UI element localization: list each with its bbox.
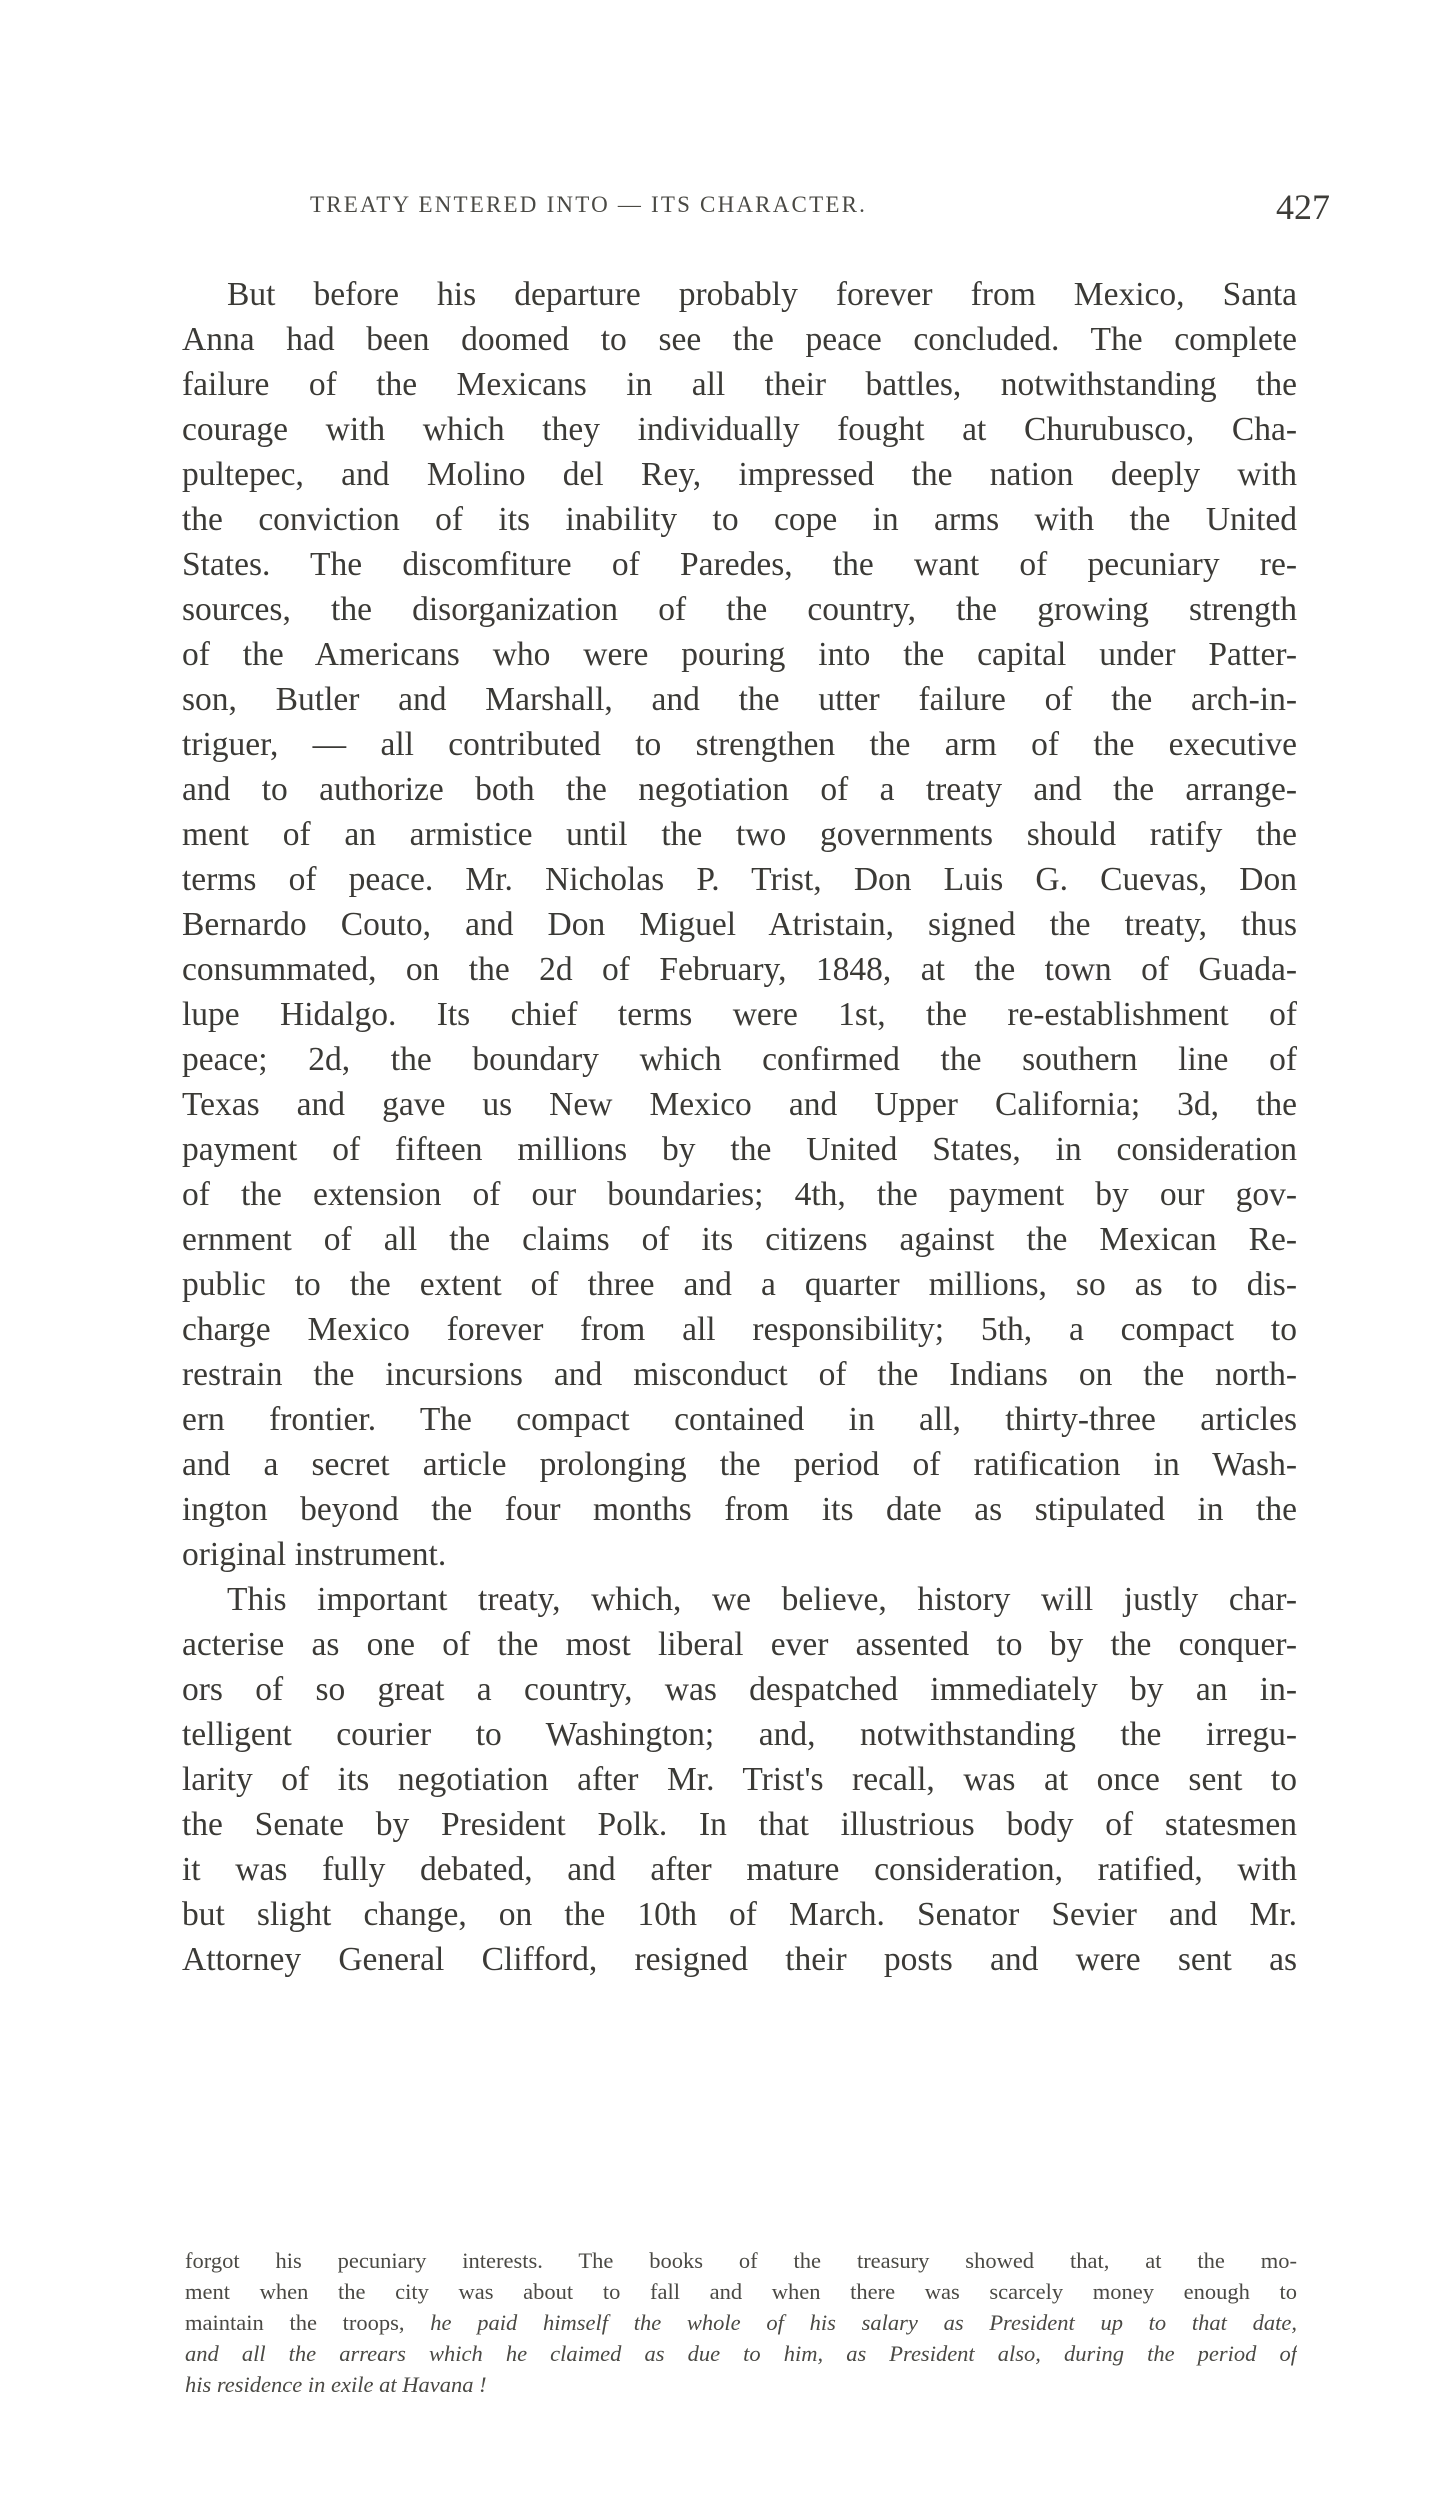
running-header — [310, 186, 1330, 230]
text-line: and to authorize both the negotiation of a treaty and the arrange- — [182, 771, 1297, 808]
footnote-line — [185, 2307, 1297, 2338]
text-line: restrain the incursions and misconduct of the Indians on the north- — [182, 1356, 1297, 1393]
footnote-italic-text: and all the arrears which he claimed as due to him, as President also, during the period of — [185, 2341, 1297, 2366]
footnote — [185, 2245, 1297, 2400]
text-line: acterise as one of the most liberal ever assented to by the conquer- — [182, 1626, 1297, 1663]
page-number: 427 — [1276, 187, 1330, 227]
footnote-line — [185, 2369, 1297, 2400]
text-line: Attorney General Clifford, resigned their posts and were sent as — [182, 1941, 1297, 1978]
text-line: Anna had been doomed to see the peace concluded. The complete — [182, 321, 1297, 358]
text-line: the Senate by President Polk. In that illustrious body of statesmen — [182, 1806, 1297, 1843]
text-line: telligent courier to Washington; and, notwithstanding the irregu- — [182, 1716, 1297, 1753]
text-line: ors of so great a country, was despatched immediately by an in- — [182, 1671, 1297, 1708]
text-line: sources, the disorganization of the country, the growing strength — [182, 591, 1297, 628]
text-line: larity of its negotiation after Mr. Trist's recall, was at once sent to — [182, 1761, 1297, 1798]
text-line: ern frontier. The compact contained in all, thirty-three articles — [182, 1401, 1297, 1438]
footnote-text: maintain the troops, — [185, 2310, 431, 2335]
footnote-line — [185, 2338, 1297, 2369]
footnote-italic-text: he paid himself the whole of his salary as President up to that date, — [430, 2310, 1297, 2335]
text-line: triguer, — all contributed to strengthen the arm of the executive — [182, 726, 1297, 763]
running-head-title: TREATY ENTERED INTO — ITS CHARACTER. — [310, 192, 868, 217]
text-line: son, Butler and Marshall, and the utter failure of the arch-in- — [182, 681, 1297, 718]
text-line: and a secret article prolonging the period of ratification in Wash- — [182, 1446, 1297, 1483]
text-line: charge Mexico forever from all responsibility; 5th, a compact to — [182, 1311, 1297, 1348]
text-line: pultepec, and Molino del Rey, impressed the nation deeply with — [182, 456, 1297, 493]
text-line: But before his departure probably forever from Mexico, Santa — [227, 276, 1297, 313]
text-line: ment of an armistice until the two governments should ratify the — [182, 816, 1297, 853]
text-line: consummated, on the 2d of February, 1848, at the town of Guada- — [182, 951, 1297, 988]
text-line: the conviction of its inability to cope in arms with the United — [182, 501, 1297, 538]
text-line: Bernardo Couto, and Don Miguel Atristain, signed the treaty, thus — [182, 906, 1297, 943]
text-line: but slight change, on the 10th of March. Senator Sevier and Mr. — [182, 1896, 1297, 1933]
body-text — [182, 272, 1297, 1982]
footnote-italic-text: his residence in exile at Havana ! — [185, 2372, 487, 2397]
text-line: of the extension of our boundaries; 4th, the payment by our gov- — [182, 1176, 1297, 1213]
text-line: it was fully debated, and after mature consideration, ratified, with — [182, 1851, 1297, 1888]
text-line: public to the extent of three and a quarter millions, so as to dis- — [182, 1266, 1297, 1303]
text-line: of the Americans who were pouring into the capital under Patter- — [182, 636, 1297, 673]
text-line: Texas and gave us New Mexico and Upper California; 3d, the — [182, 1086, 1297, 1123]
text-line: This important treaty, which, we believe, history will justly char- — [227, 1581, 1297, 1618]
text-line: lupe Hidalgo. Its chief terms were 1st, the re-establishment of — [182, 996, 1297, 1033]
text-line: States. The discomfiture of Paredes, the want of pecuniary re- — [182, 546, 1297, 583]
text-line: original instrument. — [182, 1536, 447, 1573]
paragraph-2 — [182, 1577, 1297, 1982]
paragraph-1 — [182, 272, 1297, 1577]
footnote-line: forgot his pecuniary interests. The books of the treasury showed that, at the mo- — [185, 2248, 1297, 2273]
footnote-line: ment when the city was about to fall and when there was scarcely money enough to — [185, 2279, 1297, 2304]
text-line: terms of peace. Mr. Nicholas P. Trist, Don Luis G. Cuevas, Don — [182, 861, 1297, 898]
text-line: ington beyond the four months from its date as stipulated in the — [182, 1491, 1297, 1528]
text-line: courage with which they individually fought at Churubusco, Cha- — [182, 411, 1297, 448]
text-line: payment of fifteen millions by the United States, in consideration — [182, 1131, 1297, 1168]
text-line: peace; 2d, the boundary which confirmed the southern line of — [182, 1041, 1297, 1078]
text-line: failure of the Mexicans in all their battles, notwithstanding the — [182, 366, 1297, 403]
text-line: ernment of all the claims of its citizens against the Mexican Re- — [182, 1221, 1297, 1258]
